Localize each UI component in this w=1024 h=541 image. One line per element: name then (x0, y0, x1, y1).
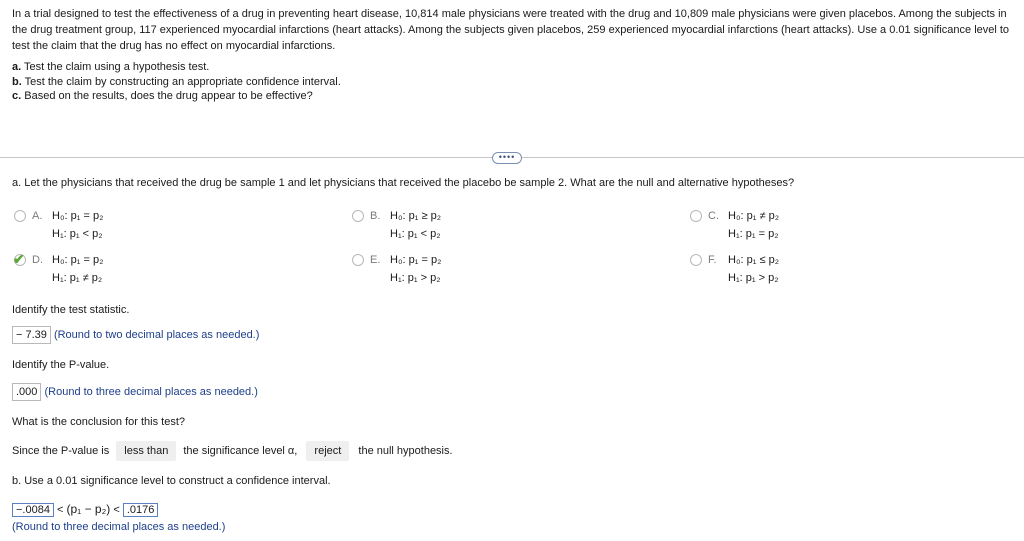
ci-expression: (p₁ − p₂) (66, 502, 111, 516)
expand-more-button[interactable]: •••• (492, 152, 522, 164)
confidence-interval-row: −.0084 < (p₁ − p₂) < .0176 (12, 502, 158, 516)
option-c[interactable]: C. H₀: p₁ ≠ p₂ H₁: p₁ = p₂ (690, 207, 890, 243)
ci-lower-input[interactable]: −.0084 (12, 503, 54, 517)
p-value-label: Identify the P-value. (12, 359, 110, 371)
ci-upper-input[interactable]: .0176 (123, 503, 159, 517)
part-a: a. Test the claim using a hypothesis test. (12, 61, 210, 73)
test-stat-hint: (Round to two decimal places as needed.) (53, 329, 260, 341)
option-f[interactable]: F. H₀: p₁ ≤ p₂ H₁: p₁ > p₂ (690, 251, 890, 287)
part-b-label: b. Use a 0.01 significance level to construct a confidence interval. (12, 475, 331, 487)
option-e[interactable]: E. H₀: p₁ = p₂ H₁: p₁ > p₂ (352, 251, 552, 287)
problem-parts (12, 60, 341, 104)
p-value-row (12, 386, 258, 398)
part-b: b. Test the claim by constructing an appropriate confidence interval. (12, 75, 341, 88)
radio-circle-icon[interactable] (352, 254, 364, 266)
conclusion-label: What is the conclusion for this test? (12, 416, 186, 428)
radio-circle-icon[interactable] (690, 210, 702, 222)
radio-circle-icon[interactable] (352, 210, 364, 222)
checkmark-icon: ✔ (13, 251, 25, 267)
test-stat-row (12, 329, 259, 341)
test-stat-label: Identify the test statistic. (12, 304, 130, 316)
problem-statement: In a trial designed to test the effectiveness of a drug in preventing heart disease, 10,814 male physicians were treated with the drug and 10,809 male physicians were given placebos. Among the subjects in the drug treatment group, 117 experienced myocardial infarctions (heart attacks). Among the subjects given placebos, 259 experienced myocardial infarctions (heart attacks). Use a 0.01 significance level to test the claim that the drug has no effect on myocardial infarctions. (12, 8, 1010, 52)
question-hypotheses: a. Let the physicians that received the drug be sample 1 and let physicians that received the placebo be sample 2. What are the null and alternative hypotheses? (12, 177, 795, 189)
option-a[interactable]: A. H₀: p₁ = p₂ H₁: p₁ < p₂ (14, 207, 214, 243)
test-stat-answer[interactable]: − 7.39 (12, 326, 51, 344)
ci-hint: (Round to three decimal places as needed.) (12, 521, 226, 533)
radio-circle-icon[interactable] (14, 210, 26, 222)
option-d[interactable]: ✔ D. H₀: p₁ = p₂ H₁: p₁ ≠ p₂ (13, 251, 104, 284)
p-value-hint: (Round to three decimal places as needed.) (44, 386, 258, 398)
option-b[interactable]: B. H₀: p₁ ≥ p₂ H₁: p₁ < p₂ (352, 207, 552, 243)
decision-dropdown[interactable]: reject (306, 441, 349, 461)
part-c: c. Based on the results, does the drug appear to be effective? (12, 90, 313, 102)
p-value-answer[interactable]: .000 (12, 383, 41, 401)
conclusion-row: Since the P-value is less than the significance level α, reject the null hypothesis. (12, 445, 453, 457)
comparison-dropdown[interactable]: less than (116, 441, 176, 461)
radio-circle-icon[interactable] (690, 254, 702, 266)
